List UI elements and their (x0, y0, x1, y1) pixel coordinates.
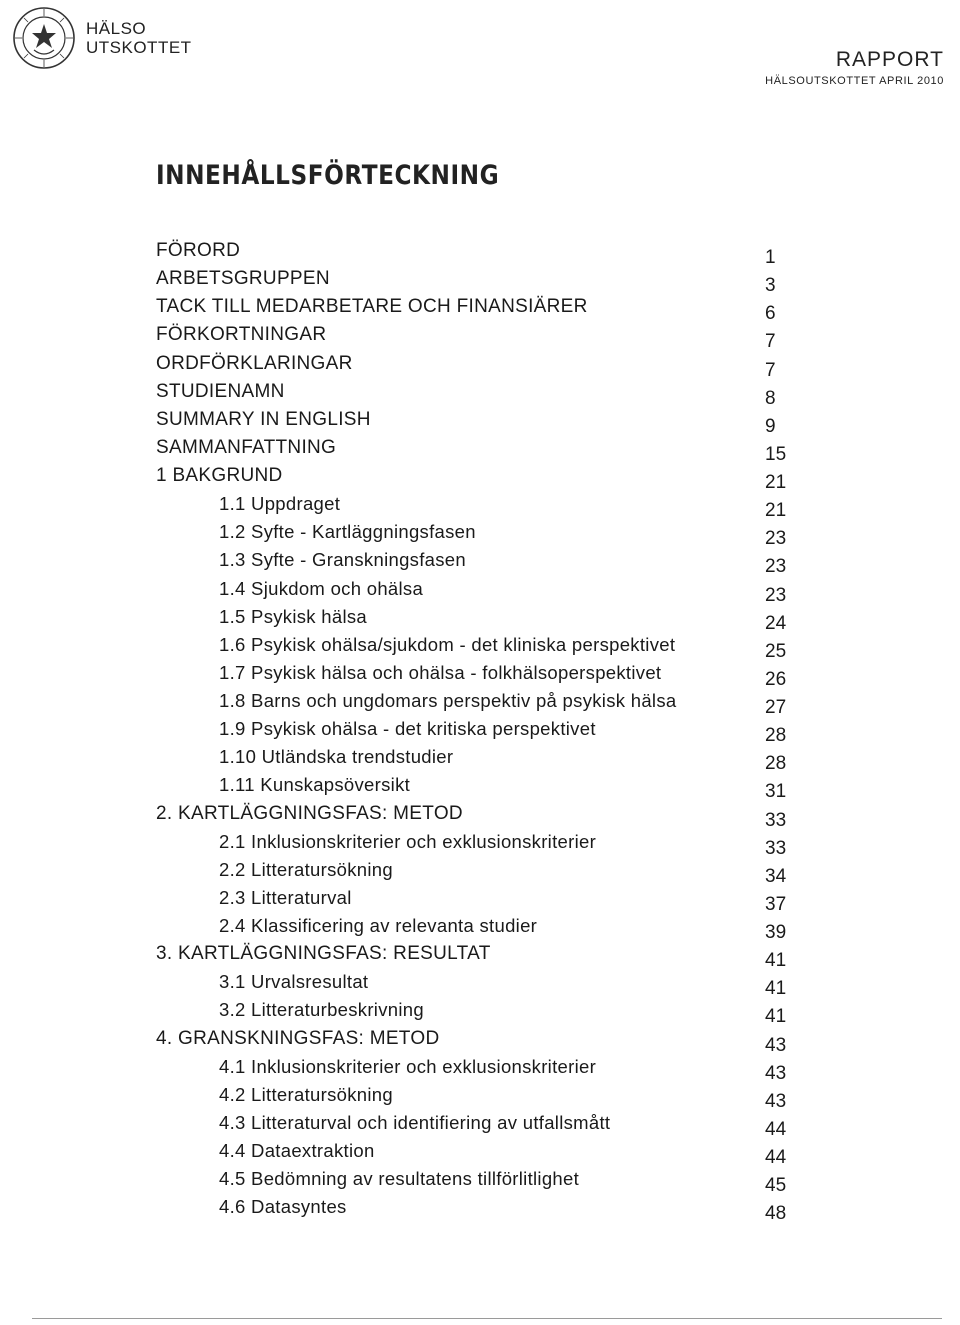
toc-entry-page: 1 (765, 247, 776, 268)
toc-entry-page: 26 (765, 668, 787, 690)
report-subtitle: HÄLSOUTSKOTTET APRIL 2010 (765, 75, 944, 87)
toc-entry-label: 1.9 Psykisk ohälsa - det kritiska perspektivet (219, 718, 596, 740)
toc-entry-label: 1.2 Syfte - Kartläggningsfasen (219, 521, 476, 543)
toc-entry[interactable] (0, 828, 960, 859)
seal-icon (12, 6, 76, 70)
toc-entry[interactable] (0, 490, 960, 522)
page-title: INNEHÅLLSFÖRTECKNING (156, 160, 500, 191)
toc-entry-page: 45 (765, 1175, 787, 1197)
toc-entry-page: 9 (765, 415, 776, 437)
toc-entry-page: 23 (765, 528, 787, 550)
toc-entry[interactable] (0, 1165, 960, 1197)
toc-entry-label: 4.2 Litteratursökning (219, 1083, 393, 1105)
toc-entry-page: 33 (765, 837, 787, 859)
toc-entry[interactable] (0, 771, 960, 803)
toc-entry-page: 44 (765, 1147, 787, 1168)
toc-entry[interactable] (0, 265, 960, 297)
toc-entry-label: STUDIENAMN (156, 380, 285, 402)
toc-entry-label: 3.2 Litteraturbeskrivning (219, 999, 424, 1021)
toc-entry-page: 8 (765, 387, 776, 409)
toc-entry-label: 2. KARTLÄGGNINGSFAS: METOD (156, 802, 463, 824)
toc-entry-page: 31 (765, 781, 787, 803)
toc-entry[interactable] (0, 715, 960, 747)
toc-entry[interactable] (0, 603, 960, 634)
toc-entry-page: 41 (765, 950, 787, 972)
toc-entry-label: 4.3 Litteraturval och identifiering av utfallsmått (219, 1111, 611, 1133)
toc-entry-page: 43 (765, 1090, 787, 1112)
toc-entry-page: 21 (765, 472, 787, 493)
toc-entry-label: 2.2 Litteratursökning (219, 858, 393, 880)
toc-entry[interactable] (0, 237, 960, 268)
org-line-2: UTSKOTTET (86, 38, 192, 57)
toc-entry[interactable] (0, 743, 960, 775)
footer-divider (32, 1318, 942, 1319)
toc-entry-page: 23 (765, 584, 787, 606)
toc-entry-page: 28 (765, 725, 787, 747)
toc-entry-label: 3.1 Urvalsresultat (219, 971, 369, 993)
toc-entry-label: 4. GRANSKNINGSFAS: METOD (156, 1027, 440, 1049)
toc-entry[interactable] (0, 350, 960, 381)
toc-entry-page: 48 (765, 1203, 787, 1225)
toc-entry[interactable] (0, 1053, 960, 1084)
toc-entry[interactable] (0, 631, 960, 662)
toc-entry[interactable] (0, 378, 960, 409)
toc-entry-label: 1.8 Barns och ungdomars perspektiv på psykisk hälsa (219, 690, 677, 711)
toc-entry-label: 1.6 Psykisk ohälsa/sjukdom - det kliniska perspektivet (219, 633, 676, 655)
toc-entry[interactable] (0, 1025, 960, 1056)
toc-entry-page: 7 (765, 359, 776, 381)
toc-entry-page: 27 (765, 697, 787, 718)
toc-entry-label: 1.1 Uppdraget (219, 493, 341, 515)
toc-entry[interactable] (0, 1081, 960, 1112)
toc-entry-page: 23 (765, 556, 787, 578)
toc-entry-label: 1.11 Kunskapsöversikt (219, 774, 411, 796)
toc-entry[interactable] (0, 1137, 960, 1168)
toc-entry-page: 6 (765, 303, 776, 325)
toc-entry-page: 44 (765, 1118, 787, 1140)
toc-entry[interactable] (0, 1193, 960, 1225)
report-title: RAPPORT (835, 48, 944, 71)
toc-entry-page: 33 (765, 809, 787, 831)
toc-entry-label: ORDFÖRKLARINGAR (156, 352, 353, 374)
toc-entry-page: 37 (765, 893, 787, 915)
toc-entry[interactable] (0, 575, 960, 606)
toc-entry-page: 7 (765, 331, 776, 353)
toc-entry[interactable] (0, 434, 960, 465)
toc-entry[interactable] (0, 406, 960, 437)
toc-entry-page: 25 (765, 640, 787, 662)
toc-entry[interactable] (0, 912, 960, 943)
toc-entry[interactable] (0, 856, 960, 887)
toc-entry-label: 2.1 Inklusionskriterier och exklusionskriterier (219, 830, 597, 852)
toc-entry[interactable] (0, 687, 960, 718)
toc-entry[interactable] (0, 293, 960, 325)
toc-entry-label: SAMMANFATTNING (156, 436, 337, 458)
toc-entry[interactable] (0, 996, 960, 1028)
toc-entry-page: 15 (765, 443, 787, 465)
toc-entry[interactable] (0, 968, 960, 1000)
toc-entry-label: FÖRORD (156, 240, 241, 261)
toc-entry-label: 1.3 Syfte - Granskningsfasen (219, 549, 466, 571)
toc-entry-page: 3 (765, 275, 776, 297)
toc-entry[interactable] (0, 462, 960, 493)
toc-entry-page: 39 (765, 922, 787, 943)
report-header (765, 48, 944, 87)
toc-entry-page: 41 (765, 978, 787, 1000)
toc-entry-page: 34 (765, 865, 787, 887)
toc-entry-label: SUMMARY IN ENGLISH (156, 408, 371, 430)
toc-entry-label: 1.7 Psykisk hälsa och ohälsa - folkhälsoperspektivet (219, 661, 662, 683)
toc-entry-label: 2.3 Litteraturval (219, 886, 352, 908)
toc-entry-label: 1.4 Sjukdom och ohälsa (219, 577, 424, 599)
toc-entry-page: 28 (765, 753, 787, 775)
toc-entry-page: 43 (765, 1034, 787, 1056)
toc-entry[interactable] (0, 884, 960, 915)
toc-entry-label: 1 BAKGRUND (156, 465, 283, 486)
toc-entry-label: 1.5 Psykisk hälsa (219, 605, 368, 627)
toc-entry-page: 24 (765, 612, 787, 634)
toc-entry-label: 1.10 Utländska trendstudier (219, 746, 454, 768)
toc-entry[interactable] (0, 940, 960, 972)
toc-entry[interactable] (0, 800, 960, 831)
toc-entry-label: 3. KARTLÄGGNINGSFAS: RESULTAT (156, 943, 491, 965)
toc-entry[interactable] (0, 321, 960, 353)
toc-entry-label: 4.4 Dataextraktion (219, 1140, 375, 1161)
toc-entry-label: 4.6 Datasyntes (219, 1196, 347, 1218)
toc-entry-label: FÖRKORTNINGAR (156, 324, 327, 346)
logo (12, 6, 192, 70)
toc-entry[interactable] (0, 546, 960, 578)
toc-entry-label: ARBETSGRUPPEN (156, 268, 330, 290)
toc-entry-page: 41 (765, 1006, 787, 1028)
toc-entry-label: 4.5 Bedömning av resultatens tillförlitlighet (219, 1168, 580, 1190)
organization-name (86, 19, 192, 57)
toc-entry-page: 21 (765, 500, 787, 522)
toc-entry-page: 43 (765, 1062, 787, 1084)
toc-entry-label: 4.1 Inklusionskriterier och exklusionskriterier (219, 1055, 597, 1077)
toc-entry[interactable] (0, 659, 960, 690)
toc-entry-label: TACK TILL MEDARBETARE OCH FINANSIÄRER (156, 296, 588, 318)
table-of-contents (0, 237, 960, 1225)
toc-entry-label: 2.4 Klassificering av relevanta studier (219, 915, 538, 936)
toc-entry[interactable] (0, 518, 960, 550)
org-line-1: HÄLSO (86, 19, 147, 38)
toc-entry[interactable] (0, 1109, 960, 1140)
